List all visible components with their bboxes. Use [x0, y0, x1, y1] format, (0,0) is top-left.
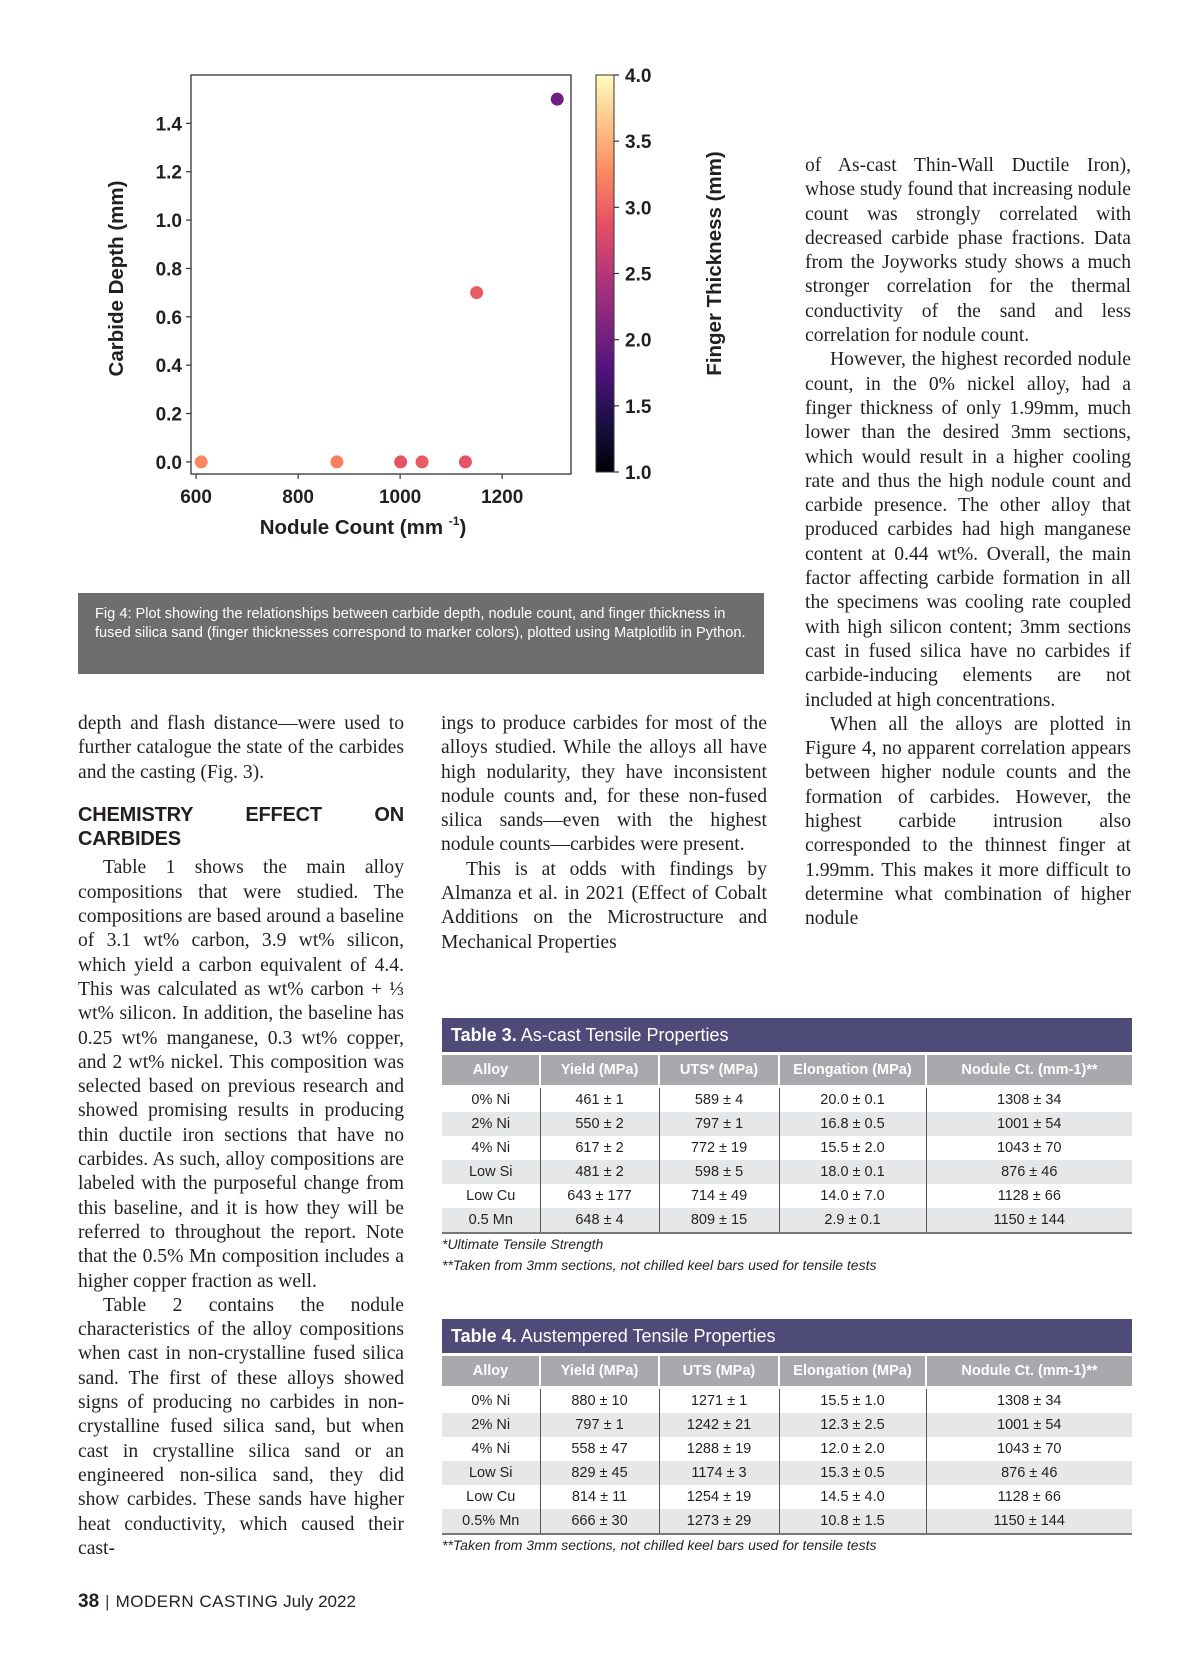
paragraph: When all the alloys are plotted in Figure 4, no apparent correlation appears between higher nodule counts and the formation of carbides. However, the highest carbide intrusion also corresponded to the thinnest finger at 1.99mm. This makes it more difficult to determine what combination of higher nodule: [805, 713, 1131, 930]
table-cell: 648 ± 4: [540, 1208, 659, 1233]
table-cell: 643 ± 177: [540, 1184, 659, 1208]
table-cell: 1271 ± 1: [659, 1388, 779, 1414]
table-cell: 14.5 ± 4.0: [779, 1485, 926, 1509]
table-row: [442, 1160, 1132, 1184]
table-cell: 1128 ± 66: [926, 1184, 1132, 1208]
table-cell: 1150 ± 144: [926, 1208, 1132, 1233]
page-footer: [78, 1591, 356, 1613]
data-point: [470, 286, 483, 299]
table-title: [442, 1018, 1132, 1055]
x-tick-label: 1200: [481, 487, 524, 508]
table-cell: 880 ± 10: [540, 1388, 659, 1414]
data-table: [442, 1356, 1132, 1535]
table-cell: 558 ± 47: [540, 1437, 659, 1461]
table-cell: 1242 ± 21: [659, 1413, 779, 1437]
table-cell: Low Cu: [442, 1485, 540, 1509]
table-cell: 16.8 ± 0.5: [779, 1112, 926, 1136]
paragraph: Table 2 contains the nodule characteristics of the alloy compositions when cast in non-crystalline fused silica sand. The first of these alloys showed signs of producing no carbides in non-crystalline fused silica sand, but when cast in crystalline silica sand or an engineered non-silica sand, they did show carbides. These sands have higher heat conductivity, which caused their cast-: [78, 1294, 404, 1559]
y-tick-label: 1.4: [155, 114, 182, 136]
table-row: [442, 1087, 1132, 1113]
x-axis-label-close: ): [459, 516, 467, 539]
data-point: [416, 455, 429, 468]
paragraph: Table 1 shows the main alloy compositions that were studied. The compositions are based around a baseline of 3.1 wt% carbon, 3.9 wt% silicon, which yield a carbon equivalent of 4.4. This was calculated as wt% carbon + ⅓ wt% silicon. In addition, the baseline has 0.25 wt% manganese, 0.3 wt% copper, and 2 wt% nickel. This composition was selected based on previous research and showed promising results in producing thin ductile iron sections that have no carbides. As such, alloy compositions are labeled with the purposeful change from this baseline, and it is how they will be referred to throughout the report. Note that the 0.5% Mn composition includes a higher copper fraction as well.: [78, 857, 404, 1292]
table-cell: 0% Ni: [442, 1388, 540, 1414]
table-cell: 12.0 ± 2.0: [779, 1437, 926, 1461]
y-tick-label: 0.2: [155, 404, 182, 426]
table-cell: Low Si: [442, 1160, 540, 1184]
table-cell: 461 ± 1: [540, 1087, 659, 1113]
data-point: [394, 455, 407, 468]
column-header: Yield (MPa): [540, 1356, 659, 1388]
table-cell: 4% Ni: [442, 1136, 540, 1160]
table-cell: 598 ± 5: [659, 1160, 779, 1184]
column-header: Alloy: [442, 1055, 540, 1087]
table-cell: 809 ± 15: [659, 1208, 779, 1233]
table-cell: 1150 ± 144: [926, 1509, 1132, 1534]
column-header: Elongation (MPa): [779, 1055, 926, 1087]
colorbar-tick-label: 2.0: [625, 330, 652, 352]
colorbar-tick-label: 1.5: [625, 396, 652, 418]
table-cell: 772 ± 19: [659, 1136, 779, 1160]
y-axis-label: Carbide Depth (mm): [105, 180, 128, 377]
x-tick-label: 800: [282, 487, 314, 508]
table-footnote: **Taken from 3mm sections, not chilled keel bars used for tensile tests: [442, 1257, 877, 1273]
column-header: Elongation (MPa): [779, 1356, 926, 1388]
table-cell: Low Si: [442, 1461, 540, 1485]
column-header: Alloy: [442, 1356, 540, 1388]
y-tick-label: 1.0: [155, 211, 182, 233]
table-cell: 2% Ni: [442, 1112, 540, 1136]
table-row: [442, 1413, 1132, 1437]
y-tick-label: 0.4: [155, 356, 182, 378]
table-cell: 0.5% Mn: [442, 1509, 540, 1534]
table-label: Table 3.: [451, 1025, 517, 1045]
table-cell: 814 ± 11: [540, 1485, 659, 1509]
table-cell: 617 ± 2: [540, 1136, 659, 1160]
paragraph: However, the highest recorded nodule count, in the 0% nickel alloy, had a finger thickness of only 1.99mm, much lower than the desired 3mm sections, which would result in a higher cooling rate and thus the high nodule count and carbide presence. The other alloy that produced carbides had high manganese content at 0.44 wt%. Overall, the main factor affecting carbide formation in all the specimens was cooling rate coupled with high silicon content; 3mm sections cast in fused silica have no carbides if carbide-inducing elements are not included at high concentrations.: [805, 349, 1131, 711]
table-row: [442, 1388, 1132, 1414]
data-point: [459, 455, 472, 468]
table-cell: 1128 ± 66: [926, 1485, 1132, 1509]
x-axis-label-text: Nodule Count (mm: [259, 516, 449, 539]
table-4: [442, 1319, 1132, 1556]
column-header: Yield (MPa): [540, 1055, 659, 1087]
y-tick-label: 0.8: [155, 259, 182, 281]
y-tick-label: 1.2: [155, 162, 182, 184]
x-axis-label: [260, 514, 467, 539]
x-tick-label: 1000: [378, 487, 422, 508]
table-cell: 14.0 ± 7.0: [779, 1184, 926, 1208]
table-cell: 1288 ± 19: [659, 1437, 779, 1461]
table-cell: 797 ± 1: [540, 1413, 659, 1437]
table-cell: 15.5 ± 1.0: [779, 1388, 926, 1414]
section-heading: CHEMISTRY EFFECT ON CARBIDES: [78, 803, 404, 851]
data-table: [442, 1055, 1132, 1234]
table-row: [442, 1136, 1132, 1160]
table-cell: 2.9 ± 0.1: [779, 1208, 926, 1233]
table-cell: 481 ± 2: [540, 1160, 659, 1184]
colorbar: [596, 75, 614, 472]
paragraph: ings to produce carbides for most of the alloys studied. While the alloys all have high nodularity, they have inconsistent nodule counts and, for these non-fused silica sands—even with the highest nodule counts—carbides were present.: [441, 713, 767, 856]
publication-name: MODERN CASTING: [115, 1592, 279, 1611]
table-cell: 1174 ± 3: [659, 1461, 779, 1485]
body-column-1: [78, 712, 404, 1561]
column-header: Nodule Ct. (mm-1)**: [926, 1356, 1132, 1388]
table-row: [442, 1184, 1132, 1208]
table-cell: 1001 ± 54: [926, 1112, 1132, 1136]
data-point: [551, 93, 564, 106]
table-title: [442, 1319, 1132, 1356]
colorbar-tick-label: 4.0: [625, 66, 652, 87]
table-cell: 1308 ± 34: [926, 1388, 1132, 1414]
data-point: [330, 455, 343, 468]
table-cell: 714 ± 49: [659, 1184, 779, 1208]
plot-layer: [105, 66, 726, 539]
table-cell: 589 ± 4: [659, 1087, 779, 1113]
table-cell: 829 ± 45: [540, 1461, 659, 1485]
x-axis-label-superscript: -1: [448, 514, 460, 528]
table-footnote: *Ultimate Tensile Strength: [442, 1236, 604, 1252]
colorbar-tick-label: 2.5: [625, 264, 652, 286]
colorbar-tick-label: 3.5: [625, 132, 652, 154]
table-label: Table 4.: [451, 1326, 517, 1346]
table-row: [442, 1461, 1132, 1485]
table-cell: 15.3 ± 0.5: [779, 1461, 926, 1485]
table-cell: 1043 ± 70: [926, 1136, 1132, 1160]
table-cell: 2% Ni: [442, 1413, 540, 1437]
table-cell: 1308 ± 34: [926, 1087, 1132, 1113]
paragraph: of As-cast Thin-Wall Ductile Iron), whose study found that increasing nodule count was strongly correlated with decreased carbide phase fractions. Data from the Joyworks study shows a much stronger correlation for the thermal conductivity of the sand and less correlation for nodule count.: [805, 155, 1131, 347]
table-3: [442, 1018, 1132, 1276]
table-cell: 4% Ni: [442, 1437, 540, 1461]
figure-caption-text: Fig 4: Plot showing the relationships between carbide depth, nodule count, and finger thickness in fused silica sand (finger thicknesses correspond to marker colors), plotted using Matplotlib in Python.: [95, 606, 746, 641]
table-cell: 0% Ni: [442, 1087, 540, 1113]
table-row: [442, 1208, 1132, 1233]
table-cell: Low Cu: [442, 1184, 540, 1208]
colorbar-tick-label: 1.0: [625, 463, 652, 484]
body-column-2: [441, 712, 767, 955]
column-header: Nodule Ct. (mm-1)**: [926, 1055, 1132, 1087]
table-title-text: Austempered Tensile Properties: [520, 1326, 776, 1346]
table-cell: 1001 ± 54: [926, 1413, 1132, 1437]
table-cell: 1043 ± 70: [926, 1437, 1132, 1461]
issue-date: July 2022: [283, 1592, 356, 1611]
footer-divider: |: [105, 1592, 110, 1611]
table-cell: 1273 ± 29: [659, 1509, 779, 1534]
body-column-3: [805, 154, 1131, 932]
column-header: UTS (MPa): [659, 1356, 779, 1388]
figure-caption: [78, 593, 764, 674]
table-cell: 20.0 ± 0.1: [779, 1087, 926, 1113]
table-cell: 12.3 ± 2.5: [779, 1413, 926, 1437]
colorbar-tick-label: 3.0: [625, 198, 652, 220]
page-number: 38: [78, 1591, 100, 1612]
paragraph: This is at odds with findings by Almanza et al. in 2021 (Effect of Cobalt Additions on the Microstructure and Mechanical Properties: [441, 858, 767, 953]
table-row: [442, 1437, 1132, 1461]
table-cell: 550 ± 2: [540, 1112, 659, 1136]
paragraph: depth and flash distance—were used to further catalogue the state of the carbides and the casting (Fig. 3).: [78, 713, 404, 783]
table-row: [442, 1485, 1132, 1509]
x-tick-label: 600: [180, 487, 212, 508]
y-tick-label: 0.6: [155, 307, 182, 329]
table-footnote: **Taken from 3mm sections, not chilled keel bars used for tensile tests: [442, 1537, 877, 1553]
table-cell: 666 ± 30: [540, 1509, 659, 1534]
table-title-text: As-cast Tensile Properties: [520, 1025, 729, 1045]
table-cell: 876 ± 46: [926, 1461, 1132, 1485]
figure-4-scatter-plot: [100, 60, 740, 560]
colorbar-label: Finger Thickness (mm): [703, 151, 726, 376]
data-point: [195, 455, 208, 468]
table-row: [442, 1112, 1132, 1136]
y-tick-label: 0.0: [155, 452, 182, 474]
table-cell: 18.0 ± 0.1: [779, 1160, 926, 1184]
table-cell: 797 ± 1: [659, 1112, 779, 1136]
table-cell: 876 ± 46: [926, 1160, 1132, 1184]
table-cell: 10.8 ± 1.5: [779, 1509, 926, 1534]
table-cell: 15.5 ± 2.0: [779, 1136, 926, 1160]
column-header: UTS* (MPa): [659, 1055, 779, 1087]
table-cell: 1254 ± 19: [659, 1485, 779, 1509]
table-row: [442, 1509, 1132, 1534]
plot-frame: [191, 75, 571, 474]
table-cell: 0.5 Mn: [442, 1208, 540, 1233]
